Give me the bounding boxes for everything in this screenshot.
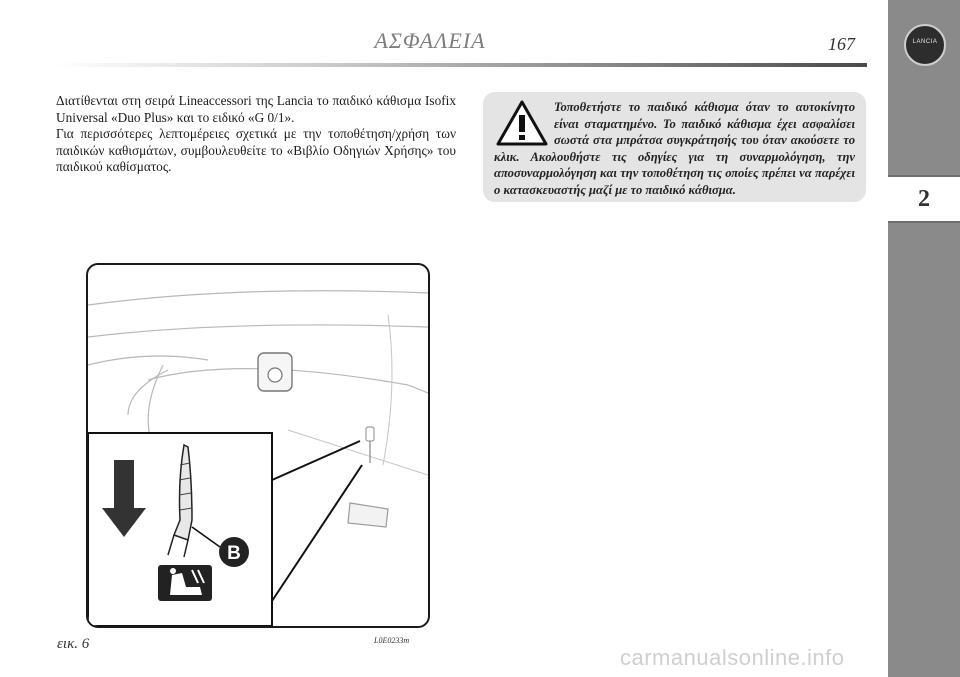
arrow-down-icon [114, 460, 134, 510]
header-rule [55, 63, 867, 67]
body-paragraph-2: Για περισσότερες λεπτομέρειες σχετικά με την τοποθέτηση/χρήση των παιδικών καθισμάτων, συμβουλευθείτε το «Βιβλίο Οδηγιών Χρήσης» του παιδικού καθίσματος. [56, 126, 456, 174]
page-number: 167 [828, 34, 855, 54]
chapter-sidebar [888, 0, 960, 677]
logo-text: LANCIA [912, 39, 938, 45]
watermark: carmanualsonline.info [620, 645, 845, 670]
callout-label-b: B [227, 543, 241, 564]
chapter-tab[interactable]: 2 [888, 175, 960, 223]
isofix-anchor-illustration [88, 265, 428, 626]
body-text [56, 93, 456, 176]
warning-box [483, 92, 866, 202]
body-paragraph-1: Διατίθενται στη σειρά Lineaccessori της Lancia το παιδικό κάθισμα Isofix Universal «Duo Plus» και το ειδικό «G 0/1». [56, 93, 456, 125]
warning-text: Τοποθετήστε το παιδικό κάθισμα όταν το αυτοκίνητο είναι σταματημένο. Το παιδικό κάθισμα έχει ασφαλίσει σωστά στα μπράτσα συγκράτησής του όταν ακούσετε το κλικ. Ακολουθήστε τις οδηγίες για τη συναρμολόγηση, την αποσυναρμολόγηση και την τοποθέτηση τις οποίες πρέπει να παρέχει ο κατασκευαστής μαζί με το παιδικό κάθισμα. [494, 100, 855, 197]
figure-caption: εικ. 6 [57, 636, 90, 652]
figure-illustration [86, 263, 430, 628]
warning-triangle-icon [496, 99, 548, 147]
figure-code: L0E0233m [374, 636, 410, 645]
lancia-logo-icon [904, 24, 946, 66]
page-title: ΑΣΦΑΛΕΙΑ [374, 28, 486, 53]
